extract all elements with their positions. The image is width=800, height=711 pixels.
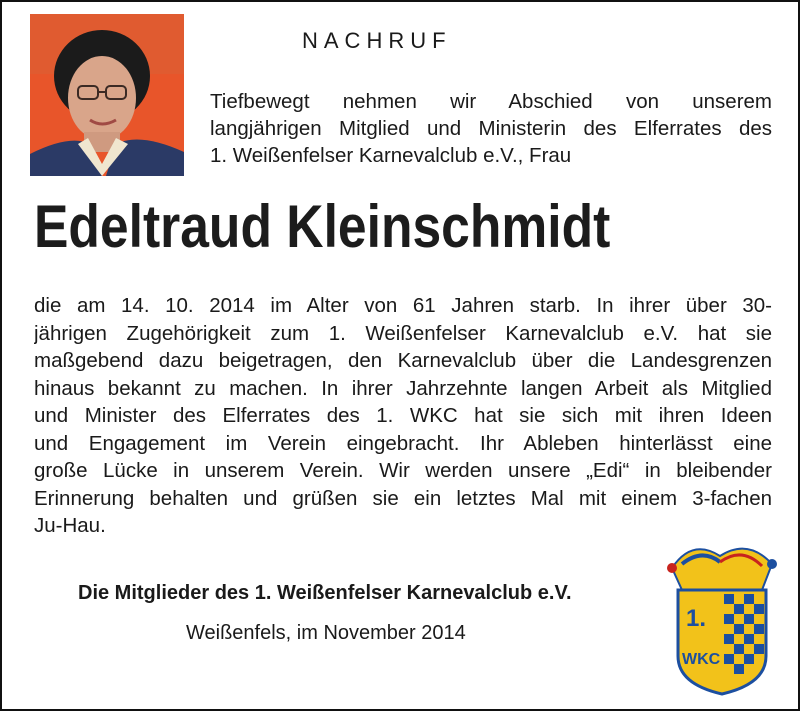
- body-line: und Minister des Elferrates des 1. WKC hat sie sich mit ihren Ideen: [34, 404, 772, 427]
- body-line: maßgebend dazu beigetragen, den Karnevalclub über die Landesgrenzen: [34, 349, 772, 372]
- logo-number: 1.: [686, 605, 707, 632]
- place-date: Weißenfels, im November 2014: [186, 622, 466, 644]
- logo-text: WKC: [682, 651, 721, 668]
- intro-line: langjährigen Mitglied und Ministerin des Elferrates des: [210, 117, 772, 140]
- signature: Die Mitglieder des 1. Weißenfelser Karnevalclub e.V.: [78, 582, 572, 604]
- body-line: hinaus bekannt zu machen. In ihrer Jahrzehnte langen Arbeit als Mitglied: [34, 376, 772, 400]
- body-line: jährigen Zugehörigkeit zum 1. Weißenfelser Karnevalclub e.V. hat sie: [34, 321, 772, 345]
- club-logo: [662, 538, 780, 698]
- deceased-name: Edeltraud Kleinschmidt: [34, 193, 611, 260]
- intro-line: Tiefbewegt nehmen wir Abschied von unserem: [210, 90, 772, 113]
- portrait-photo: [30, 14, 184, 176]
- body-line: Ju-Hau.: [34, 514, 106, 537]
- heading-nachruf: NACHRUF: [302, 28, 452, 53]
- body-line: Erinnerung behalten und grüßen sie ein letztes Mal mit einem 3-fachen: [34, 486, 772, 510]
- body-line: große Lücke in unserem Verein. Wir werden unsere „Edi“ in bleibender: [34, 459, 772, 482]
- body-paragraph: [34, 292, 772, 540]
- body-line: die am 14. 10. 2014 im Alter von 61 Jahren starb. In ihrer über 30-: [34, 294, 772, 317]
- intro-line: 1. Weißenfelser Karnevalclub e.V., Frau: [210, 144, 572, 167]
- intro-paragraph: [210, 88, 772, 169]
- body-line: und Engagement im Verein eingebracht. Ihr Ableben hinterlässt eine: [34, 431, 772, 455]
